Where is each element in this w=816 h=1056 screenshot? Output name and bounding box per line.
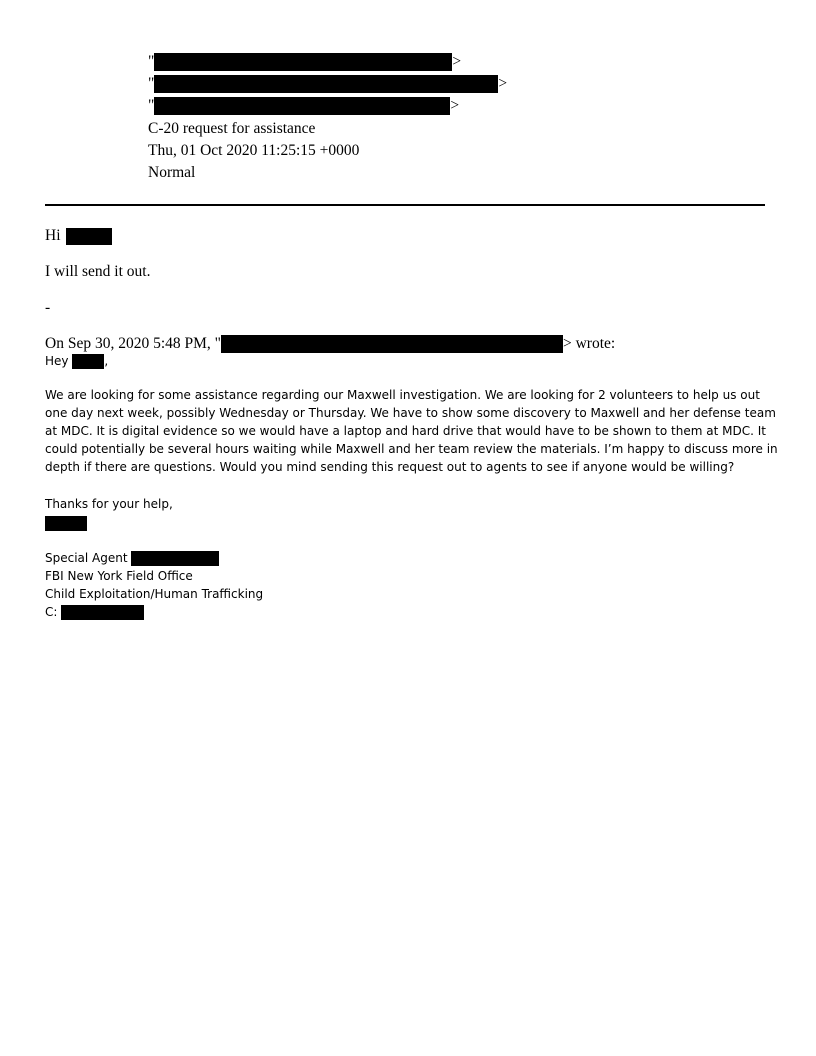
subject-value: C-20 request for assistance: [148, 120, 316, 137]
quoted-body: [45, 386, 778, 476]
redaction-block: [221, 335, 563, 353]
quoted-body-line: could potentially be several hours waiting while Maxwell and her team review the materials. I’m happy to discuss more in: [45, 442, 778, 456]
redaction-block: [131, 551, 219, 566]
redaction-block: [45, 516, 87, 531]
quoted-greeting: Hey ,: [45, 354, 109, 368]
to-value: " >: [148, 75, 508, 92]
quoted-body-line: at MDC. It is digital evidence so we would have a laptop and hard drive that would have to be shown to them at MDC. It: [45, 424, 766, 438]
quoted-body-line: one day next week, possibly Wednesday or Thursday. We have to show some discovery to Maxwell and her defense team: [45, 406, 776, 420]
signature-office: FBI New York Field Office: [45, 569, 193, 583]
quoted-intro: On Sep 30, 2020 5:48 PM, " > wrote:: [45, 335, 616, 352]
quoted-body-line: We are looking for some assistance regarding our Maxwell investigation. We are looking for 2 volunteers to help us out: [45, 388, 760, 402]
signature-title: Special Agent: [45, 549, 219, 567]
quoted-thanks: Thanks for your help,: [45, 497, 173, 511]
reply-dash: -: [45, 299, 51, 316]
reply-body: I will send it out.: [45, 263, 151, 280]
redaction-block: [154, 75, 498, 93]
redaction-block: [154, 97, 450, 115]
header-divider: [45, 204, 765, 206]
redaction-block: [66, 228, 112, 245]
importance-value: Normal: [148, 164, 196, 181]
redaction-block: [61, 605, 144, 620]
cc-value: " >: [148, 97, 460, 114]
reply-greeting: Hi: [45, 226, 112, 246]
quoted-body-line: depth if there are questions. Would you mind sending this request out to agents to see if anyone would be willing?: [45, 460, 735, 474]
date-value: Thu, 01 Oct 2020 11:25:15 +0000: [148, 142, 360, 159]
from-value: " >: [148, 53, 462, 70]
signature-unit: Child Exploitation/Human Trafficking: [45, 587, 264, 601]
redaction-block: [72, 354, 104, 369]
redaction-block: [154, 53, 452, 71]
signature-phone: C:: [45, 603, 144, 621]
